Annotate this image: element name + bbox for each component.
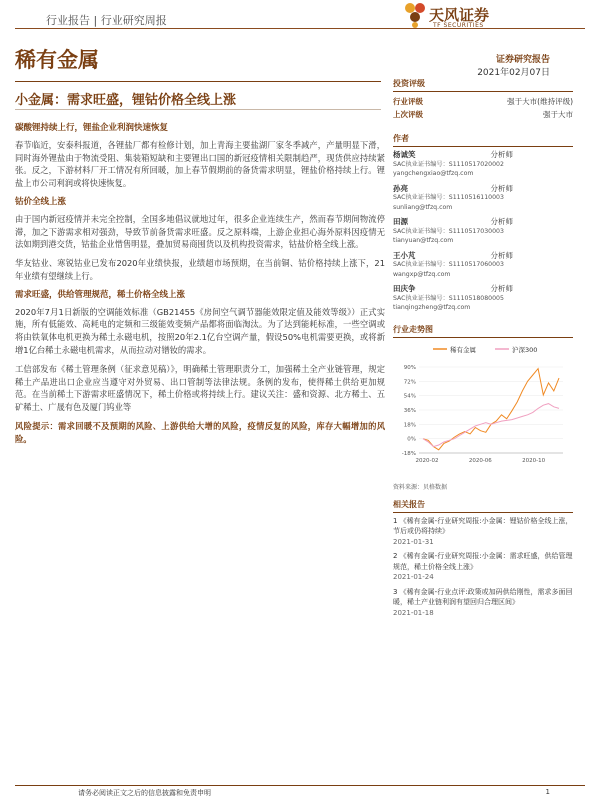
x-tick-label: 2020-06 xyxy=(468,457,492,464)
rating-value: 强于大市(维持评级) xyxy=(507,97,573,106)
author-email[interactable]: wangxp@tfzq.com xyxy=(393,270,451,278)
author-entry xyxy=(393,150,573,179)
related-report[interactable] xyxy=(393,587,573,619)
industry-name: 稀有金属 xyxy=(15,48,99,72)
risk-warning: 风险提示：需求回暖不及预期的风险、上游供给大增的风险，疫情反复的风险，库存大幅增加的风险。 xyxy=(15,420,385,444)
footer-divider xyxy=(15,785,585,786)
chart-source: 资料来源：贝格数据 xyxy=(393,483,448,491)
author-entry xyxy=(393,217,573,246)
author-entry xyxy=(393,251,573,280)
related-report-date: 2021-01-24 xyxy=(393,573,434,581)
report-title: 小金属：需求旺盛，锂钴价格全线上涨 xyxy=(15,93,237,108)
author-name: 田庆争 xyxy=(393,284,416,293)
footer-disclaimer[interactable]: 请务必阅读正文之后的信息披露和免责申明 xyxy=(78,789,211,797)
y-tick-label: 72% xyxy=(403,378,416,385)
author-cert: SAC执业证书编号：S1110518080005 xyxy=(393,294,504,302)
author-entry xyxy=(393,284,573,313)
trend-chart-svg xyxy=(393,341,573,476)
y-tick-label: 18% xyxy=(403,421,416,428)
author-email[interactable]: sunliang@tfzq.com xyxy=(393,203,453,211)
related-section-title: 相关报告 xyxy=(393,499,573,513)
related-report-date: 2021-01-18 xyxy=(393,608,434,617)
title-underline xyxy=(15,109,381,110)
y-tick-label: 90% xyxy=(403,364,416,371)
legend-label: 稀有金属 xyxy=(450,345,476,354)
previous-rating-row xyxy=(393,108,573,121)
report-category: 行业报告 | 行业研究周报 xyxy=(46,14,167,27)
body-paragraph: 工信部发布《稀土管理条例（征求意见稿）》，明确稀土管理职责分工，加强稀土全产业链管理，规定稀土产品进出口企业应当遵守对外贸易、出口管制等法律法规。条例的发布，使得稀土供给更加规范。在当前稀土下游需求旺盛情况下，稀土价格或将持续上行。建议关注：盛和资源、北方稀土、五矿稀土、广晟有色及厦门钨业等 xyxy=(15,363,385,413)
authors-section-title: 作者 xyxy=(393,133,573,147)
logo-mark-icon xyxy=(403,2,427,28)
section-heading: 钴价全线上涨 xyxy=(15,196,67,207)
author-name: 王小芃 xyxy=(393,250,416,260)
related-report[interactable] xyxy=(393,551,573,583)
sidebar xyxy=(393,78,573,622)
report-type: 证券研究报告 xyxy=(495,55,550,65)
related-report[interactable] xyxy=(393,516,573,548)
section-heading: 碳酸锂持续上行，锂盐企业利润快速恢复 xyxy=(15,123,169,133)
author-role: 分析师 xyxy=(490,217,513,226)
author-role: 分析师 xyxy=(490,150,513,159)
chart-section-title: 行业走势图 xyxy=(393,324,573,338)
body-paragraph: 华友钴业、寒锐钴业已发布2020年业绩快报，业绩超市场预期，在当前铜、钴价格持续上涨下，21年业绩有望继续上行。 xyxy=(15,258,385,281)
y-tick-label: 54% xyxy=(403,393,416,400)
y-tick-label: -18% xyxy=(401,450,416,457)
report-date: 2021年02月07日 xyxy=(477,68,550,78)
rating-section-title: 投资评级 xyxy=(393,78,573,92)
body-paragraph: 由于国内新冠疫情并未完全控制，全国多地倡议就地过年，很多企业连续生产，然而春节期间物流停滞，加之下游需求相对强劲，导致节前备货需求旺盛。反之原料端，上游企业担心海外原料因疫情无法如期到港交货，钴盐企业惜售明显，叠加贸易商囤货以及机构投资需求，钴盐价格全线上涨。 xyxy=(15,213,385,250)
author-email[interactable]: tianqingzheng@tfzq.com xyxy=(393,304,471,311)
author-cert: SAC执业证书编号：S1110517060003 xyxy=(393,261,504,268)
series-line xyxy=(423,368,559,449)
author-role: 分析师 xyxy=(490,250,513,260)
author-entry xyxy=(393,184,573,213)
author-role: 分析师 xyxy=(490,183,513,193)
company-logo xyxy=(403,0,558,30)
author-cert: SAC执业证书编号：S1110516110003 xyxy=(393,194,504,201)
author-cert: SAC执业证书编号：S1110517020002 xyxy=(393,160,504,168)
legend-label: 沪深300 xyxy=(512,345,538,354)
x-tick-label: 2020-10 xyxy=(522,457,546,464)
related-report-title[interactable]: 3 《稀有金属-行业点评:政策或加码供给刚性，需求多面回暖，稀土产业链利润有望回归合理区间》 xyxy=(393,587,573,606)
y-tick-label: 0% xyxy=(407,436,416,443)
main-body xyxy=(15,118,385,452)
rating-label: 行业评级 xyxy=(393,97,423,106)
related-report-title[interactable]: 2 《稀有金属-行业研究周报:小金属：需求旺盛，供给管理规范，稀土价格全线上涨》 xyxy=(393,552,573,571)
title-divider xyxy=(15,81,381,82)
previous-rating-label: 上次评级 xyxy=(393,110,423,119)
related-report-date: 2021-01-31 xyxy=(393,537,434,546)
section-heading: 需求旺盛，供给管理规范，稀土价格全线上涨 xyxy=(15,289,186,300)
previous-rating-value: 强于大市 xyxy=(543,110,573,119)
author-list xyxy=(393,150,573,313)
header-divider xyxy=(15,28,585,29)
author-role: 分析师 xyxy=(490,284,513,293)
y-tick-label: 36% xyxy=(403,407,416,414)
author-name: 杨诚笑 xyxy=(393,150,416,159)
logo-text-en: TF SECURITIES xyxy=(433,22,484,29)
body-paragraph: 2020年7月1日新版的空调能效标准（GB21455《房间空气调节器能效限定值及能效等级》）正式实施，所有低能效、高耗电的定频和三级能效变频产品都将面临淘汰。为了达到能耗标准，一些空调或将由铁氧体电机更换为稀土永磁电机，按照20年2.1亿台空调产量，假设50%电机需要更换，或将新增1亿台稀土永磁电机需求，从而拉动对镨钕的需求。 xyxy=(15,306,385,355)
author-cert: SAC执业证书编号：S1110517030003 xyxy=(393,227,504,235)
related-report-title[interactable]: 1 《稀有金属-行业研究周报:小金属：锂钴价格全线上涨，节后或仍将持续》 xyxy=(393,516,573,535)
author-name: 田源 xyxy=(393,217,408,226)
page-number: 1 xyxy=(545,788,550,796)
body-paragraph: 春节临近，安泰科报道，各锂盐厂都有检修计划，加上青海主要盐湖厂家冬季减产，产量明显下滑，同时海外锂盐由于物流受阻、集装箱短缺和主要锂出口国的新冠疫情相关限制趋严，现货供应持续紧张。反之，下游材料厂开工情况有所回暖，加上春节假期前的备货需求明显，锂盐价格持续上行。锂盐上市公司利润或将快速恢复。 xyxy=(15,139,385,189)
author-name: 孙亮 xyxy=(393,183,408,193)
industry-rating-row xyxy=(393,95,573,108)
industry-trend-chart xyxy=(393,341,573,486)
author-email[interactable]: tianyuan@tfzq.com xyxy=(393,237,454,244)
author-email[interactable]: yangchengxiao@tfzq.com xyxy=(393,170,474,177)
x-tick-label: 2020-02 xyxy=(415,457,439,464)
logo-text: 天风证券 xyxy=(429,6,490,24)
